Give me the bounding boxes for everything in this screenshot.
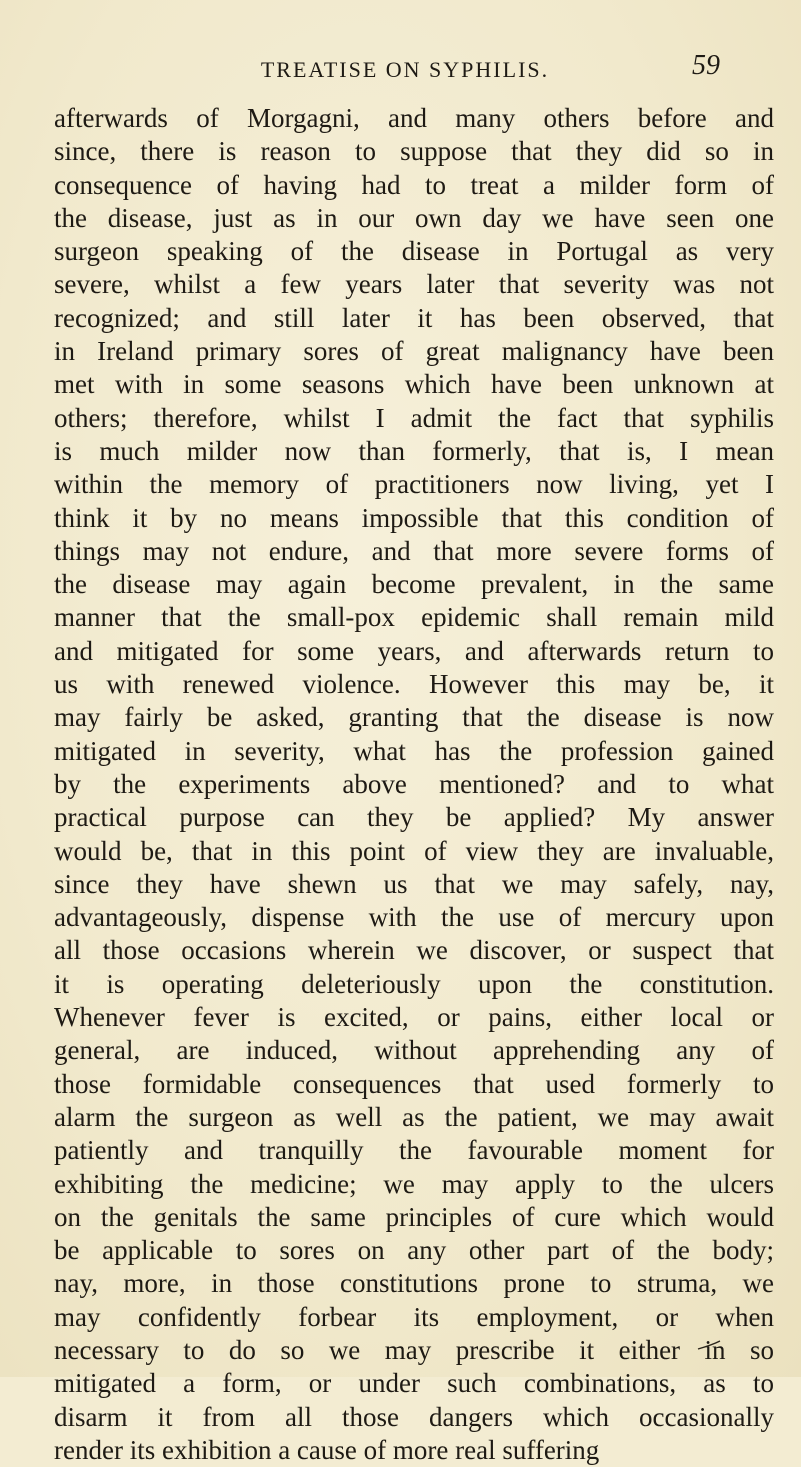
text-line: and mitigated for some years, and afterwards return to: [54, 635, 774, 666]
body-text: [54, 102, 774, 1467]
text-line: consequence of having had to treat a milder form of: [54, 169, 774, 200]
text-line: severe, whilst a few years later that severity was not: [54, 269, 774, 300]
text-line: things may not endure, and that more severe forms of: [54, 535, 774, 566]
text-line: is much milder now than formerly, that is, I mean: [54, 435, 774, 466]
text-line: recognized; and still later it has been observed, that: [54, 302, 774, 333]
text-line: surgeon speaking of the disease in Portugal as very: [54, 236, 774, 267]
text-line: practical purpose can they be applied? My answer: [54, 802, 774, 833]
text-line: think it by no means impossible that this condition of: [54, 502, 774, 533]
text-line: the disease, just as in our own day we have seen one: [54, 202, 774, 233]
running-head: [0, 50, 801, 96]
text-line: may confidently forbear its employment, or when: [54, 1301, 774, 1332]
text-line: met with in some seasons which have been unknown at: [54, 369, 774, 400]
text-line: it is operating deleteriously upon the constitution.: [54, 968, 774, 999]
text-line: the disease may again become prevalent, in the same: [54, 569, 774, 600]
text-line: necessary to do so we may prescribe it either in so: [54, 1334, 774, 1365]
text-line: in Ireland primary sores of great malignancy have been: [54, 336, 774, 367]
running-head-title: TREATISE ON SYPHILIS.: [260, 57, 550, 82]
text-line: exhibiting the medicine; we may apply to the ulcers: [54, 1168, 774, 1199]
text-line: general, are induced, without apprehending any of: [54, 1035, 774, 1066]
text-line: patiently and tranquilly the favourable moment for: [54, 1135, 774, 1166]
text-line: would be, that in this point of view they are invaluable,: [54, 835, 774, 866]
text-line: disarm it from all those dangers which occasionally: [54, 1401, 774, 1432]
ink-mark: [697, 1340, 721, 1350]
text-line: all those occasions wherein we discover, or suspect that: [54, 935, 774, 966]
text-line: mitigated in severity, what has the profession gained: [54, 735, 774, 766]
text-line: others; therefore, whilst I admit the fact that syphilis: [54, 402, 774, 433]
page-number: 59: [692, 50, 720, 81]
text-line: be applicable to sores on any other part of the body;: [54, 1235, 774, 1266]
text-line: by the experiments above mentioned? and to what: [54, 768, 774, 799]
text-line: manner that the small-pox epidemic shall remain mild: [54, 602, 774, 633]
text-line: since they have shewn us that we may safely, nay,: [54, 868, 774, 899]
text-line: since, there is reason to suppose that they did so in: [54, 136, 774, 167]
text-line: within the memory of practitioners now living, yet I: [54, 469, 774, 500]
text-line: may fairly be asked, granting that the disease is now: [54, 702, 774, 733]
text-line: advantageously, dispense with the use of mercury upon: [54, 902, 774, 933]
text-line: Whenever fever is excited, or pains, either local or: [54, 1002, 774, 1033]
text-line: us with renewed violence. However this may be, it: [54, 669, 774, 700]
text-line: mitigated a form, or under such combinations, as to: [54, 1368, 774, 1399]
text-line: those formidable consequences that used formerly to: [54, 1068, 774, 1099]
text-line: render its exhibition a cause of more real suffering: [54, 1434, 600, 1465]
text-line: nay, more, in those constitutions prone to struma, we: [54, 1268, 774, 1299]
text-line: on the genitals the same principles of cure which would: [54, 1201, 774, 1232]
text-line: afterwards of Morgagni, and many others before and: [54, 103, 774, 133]
text-line: alarm the surgeon as well as the patient, we may await: [54, 1101, 774, 1132]
